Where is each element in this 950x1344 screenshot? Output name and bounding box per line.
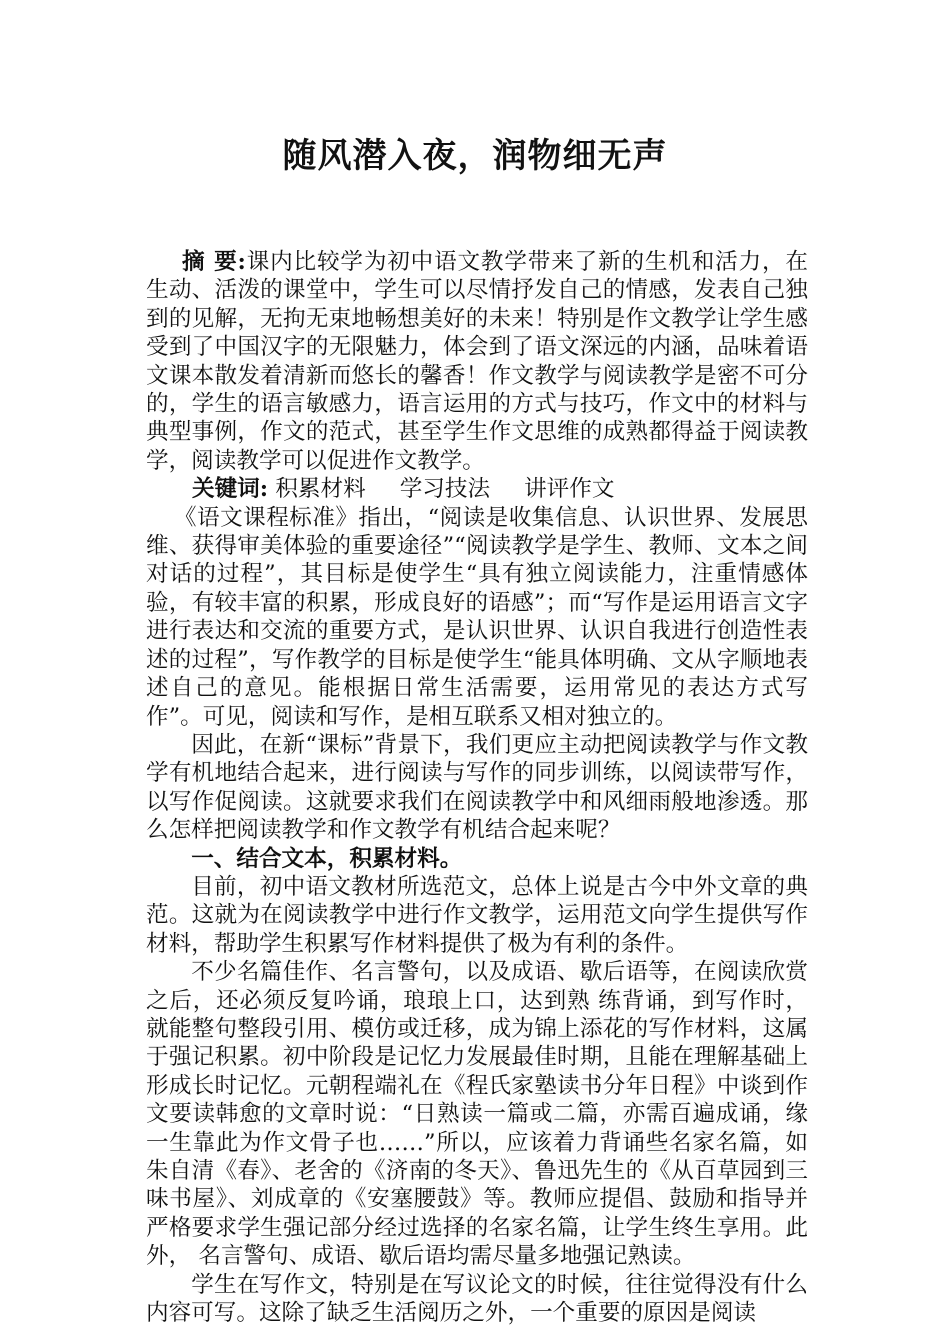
abstract-text: 课内比较学为初中语文教学带来了新的生机和活力，在生动、活泼的课堂中，学生可以尽情抒发自己的情感，发表自己独到的见解，无拘无束地畅想美好的未来！特别是作文教学让学生感受到了中国汉字的无限魅力，体会到了语文深远的内涵，品味着语文课本散发着清新而悠长的馨香！作文教学与阅读教学是密不可分的，学生的语言敏感力，语言运用的方式与技巧，作文中的材料与典型事例，作文的范式，甚至学生作文思维的成熟都得益于阅读教学，阅读教学可以促进作文教学。 (146, 249, 809, 474)
keywords-label: 关键词: (192, 476, 269, 503)
keyword-item: 学习技法 (399, 476, 491, 503)
body-paragraph: 因此，在新“课标”背景下，我们更应主动把阅读教学与作文教学有机地结合起来，进行阅读与写作的同步训练，以阅读带写作，以写作促阅读。这就要求我们在阅读教学中和风细雨般地渗透。那么怎样把阅读教学和作文教学有机结合起来呢？ (146, 731, 808, 844)
section-heading: 一、结合文本，积累材料。 (191, 845, 463, 872)
keyword-item: 积累材料 (275, 476, 366, 503)
abstract-label: 摘 要: (182, 249, 246, 275)
keywords-line (146, 475, 808, 503)
body-paragraph: 《语文课程标准》指出，“阅读是收集信息、认识世界、发展思维、获得审美体验的重要途径”“阅读教学是学生、教师、文本之间对话的过程”，其目标是使学生“具有独立阅读能力，注重情感体验，有较丰富的积累，形成良好的语感”；而“写作是运用语言文字进行表达和交流的重要方式，是认识世界、认识自我进行创造性表述的过程”，写作教学的目标是使学生“能具体明确、文从字顺地表述自己的意见。能根据日常生活需要，运用常见的表达方式写作”。可见，阅读和写作，是相互联系又相对独立的。 (146, 504, 808, 730)
abstract-paragraph (146, 248, 808, 475)
body-paragraph: 不少名篇佳作、名言警句，以及成语、歇后语等，在阅读欣赏之后，还必须反复吟诵，琅琅上口，达到熟 练背诵，到写作时，就能整句整段引用、模仿或迁移，成为锦上添花的写作材料，这属于强记积累。初中阶段是记忆力发展最佳时期，且能在理解基础上形成长时记忆。元朝程端礼在《程氏家塾读书分年日程》中谈到作文要读韩愈的文章时说：“日熟读一篇或二篇，亦需百遍成诵，缘一生靠此为作文骨子也……”所以，应该着力背诵些名家名篇，如朱自清《春》、老舍的《济南的冬天》、鲁迅先生的《从百草园到三味书屋》、刘成章的《安塞腰鼓》等。教师应提倡、鼓励和指导并严格要求学生强记部分经过选择的名家名篇，让学生终生享用。此外， 名言警句、成语、歇后语均需尽量多地强记熟读。 (146, 959, 808, 1270)
document-body (146, 248, 808, 1327)
page-title: 随风潜入夜，润物细无声 (282, 136, 668, 176)
keyword-item: 讲评作文 (524, 476, 615, 503)
body-paragraph: 学生在写作文，特别是在写议论文的时候，往往觉得没有什么内容可写。这除了缺乏生活阅历之外，一个重要的原因是阅读 (146, 1271, 808, 1327)
body-paragraph: 目前，初中语文教材所选范文，总体上说是古今中外文章的典范。这就为在阅读教学中进行作文教学，运用范文向学生提供写作材料，帮助学生积累写作材料提供了极为有利的条件。 (146, 873, 808, 957)
